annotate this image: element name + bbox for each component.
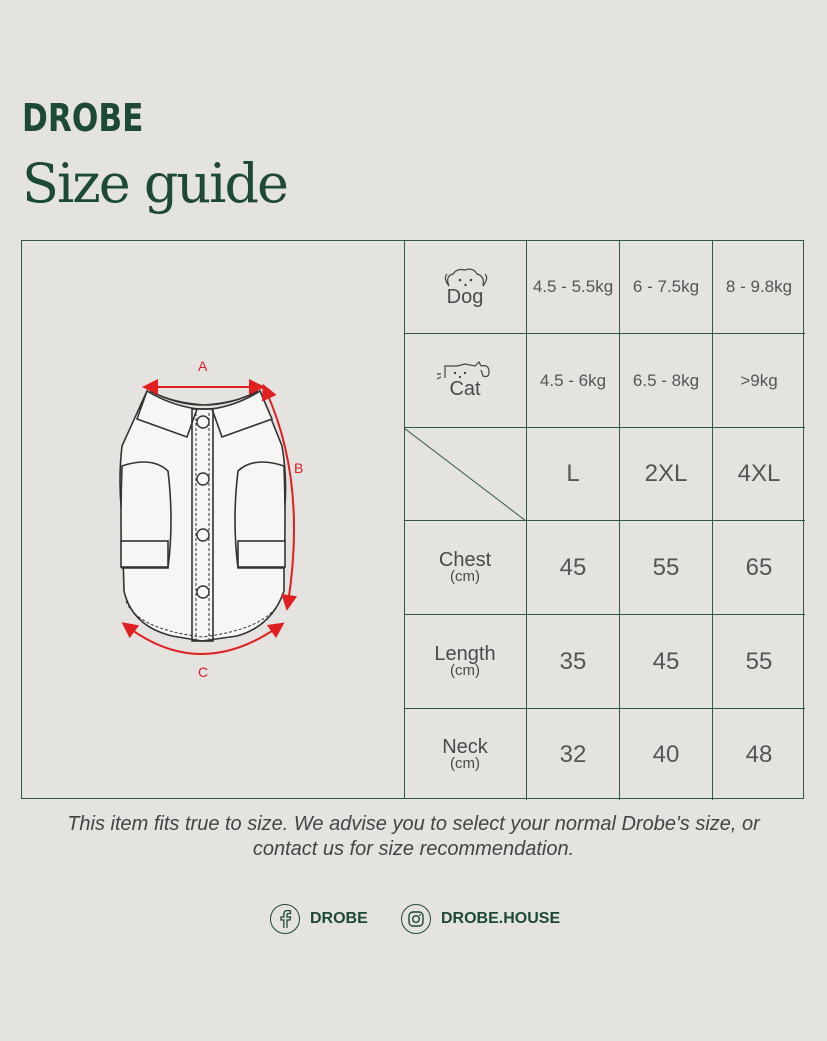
label-b: B: [294, 460, 304, 476]
instagram-link[interactable]: [401, 904, 560, 934]
length-l: 35: [527, 615, 620, 709]
length-unit: (cm): [450, 661, 480, 679]
length-2xl: 45: [620, 615, 713, 709]
neck-label: Neck: [442, 735, 488, 758]
neck-2xl: 40: [620, 709, 713, 800]
dog-weight-l: 4.5 - 5.5kg: [527, 241, 620, 334]
facebook-link[interactable]: [270, 904, 368, 934]
cat-weight-4xl: >9kg: [713, 334, 805, 428]
dog-label: Dog: [446, 285, 484, 308]
facebook-icon: [270, 904, 300, 934]
length-header: [404, 615, 527, 709]
facebook-label: DROBE: [310, 910, 368, 927]
diagonal-corner: [404, 428, 527, 521]
size-4xl: 4XL: [713, 428, 805, 521]
dog-header: [404, 241, 527, 334]
size-2xl: 2XL: [620, 428, 713, 521]
instagram-label: DROBE.HOUSE: [441, 910, 561, 927]
label-a: A: [198, 358, 208, 374]
page-title: Size guide: [22, 152, 287, 215]
chest-header: [404, 521, 527, 615]
label-c: C: [198, 664, 209, 680]
chest-2xl: 55: [620, 521, 713, 615]
fit-note: This item fits true to size. We advise you to select your normal Drobe's size, or contact us for size recommendation.: [67, 813, 760, 860]
neck-4xl: 48: [745, 740, 773, 768]
length-4xl: 55: [713, 615, 805, 709]
chest-4xl: 65: [713, 521, 805, 615]
brand-logo: DROBE: [22, 96, 144, 140]
size-table: [404, 241, 805, 800]
chest-unit: (cm): [450, 567, 480, 585]
dog-weight-2xl: 6 - 7.5kg: [620, 241, 713, 334]
cat-weight-2xl: 6.5 - 8kg: [620, 334, 713, 428]
cat-header: [404, 334, 527, 428]
neck-header: [404, 709, 527, 800]
chest-l: 45: [527, 521, 620, 615]
instagram-icon: [401, 904, 431, 934]
cat-weight-l: 4.5 - 6kg: [527, 334, 620, 428]
dog-weight-4xl: 8 - 9.8kg: [713, 241, 805, 334]
neck-l: 32: [527, 709, 620, 800]
size-l: L: [527, 428, 620, 521]
length-label: Length: [434, 642, 496, 665]
neck-unit: (cm): [450, 754, 480, 772]
shirt-illustration: [22, 241, 405, 799]
size-chart: [21, 240, 804, 799]
chest-label: Chest: [438, 548, 492, 571]
cat-label: Cat: [449, 378, 481, 400]
